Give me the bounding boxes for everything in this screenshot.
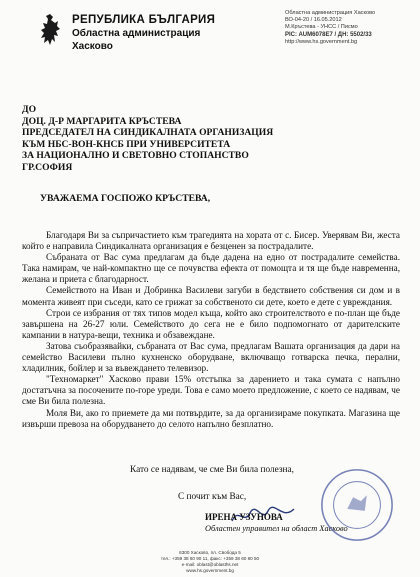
institution-header xyxy=(72,14,215,53)
recipient-line: ПРЕДСЕДАТЕЛ НА СИНДИКАЛНАТА ОРГАНИЗАЦИЯ xyxy=(22,127,274,139)
administration-name: Областна администрация xyxy=(72,28,201,39)
salutation: УВАЖАЕМА ГОСПОЖО КРЪСТЕВА, xyxy=(40,193,211,204)
paragraph: Строи се избрания от тях типов модел къща, който ако строителството е по-план ще бъде завършена на 26-27 юли. Семейството до сега не е било подпомогнато от дарителските кампании в натура-вещи, техника и обзавеждане. xyxy=(22,307,400,340)
official-stamp xyxy=(318,466,396,544)
registration-code: PIC: AUM6078E7 / ДН: 5502/33 xyxy=(285,31,372,38)
registration-stamp xyxy=(285,10,395,46)
registration-number: ВО-04-20 / 16.05.2012 xyxy=(285,17,342,24)
recipient-line: ДОЦ. Д-Р МАРГАРИТА КРЪСТЕВА xyxy=(22,115,182,127)
letter-body xyxy=(22,230,400,430)
paragraph: Семейството на Иван и Добринка Василеви загуби в бедствието собствения си дом и в момента живеят при съседи, като се грижат за собственото си дете, което е дете с увреждания. xyxy=(22,285,400,307)
footer-address: 6300 Хасково, пл. Свобода 5 xyxy=(179,550,241,555)
footer-contacts xyxy=(0,550,420,574)
footer-email: e-mail: oblast@oblasths.net xyxy=(181,562,239,567)
paragraph: Моля Ви, ако го приемете да ми потвърдите, за да организираме покупката. Магазина ще извърши превоза на оборудването до селото напълно безплатно. xyxy=(22,407,400,429)
republic-title: РЕПУБЛИКА БЪЛГАРИЯ xyxy=(72,14,216,26)
recipient-line: КЪМ НБС-ВОН-КНСБ ПРИ УНИВЕРСИТЕТА xyxy=(22,138,231,150)
recipient-line: ДО xyxy=(22,104,37,115)
recipient-line: ЗА НАЦИОНАЛНО И СВЕТОВНО СТОПАНСТВО xyxy=(22,150,249,162)
paragraph: Събраната от Вас сума предлагам да бъде дадена на едно от пострадалите семейства. Така намирам, че най-компактно ще се почувства ефекта от помощта и тя ще бъде навременна, желана и приета с благодарност. xyxy=(22,252,400,285)
footer-website: www.hs.government.bg xyxy=(186,568,234,573)
signer-name: ИРЕНА УЗУНОВА xyxy=(205,512,283,522)
recipient-block xyxy=(22,104,273,174)
registration-line: Областна администрация Хасково xyxy=(285,10,376,16)
signer-title: Областен управител на област Хасково xyxy=(205,524,348,533)
coat-of-arms-lion-icon xyxy=(36,12,66,52)
paragraph: Благодаря Ви за съпричастието към трагедията на хората от с. Бисер. Уверявам Ви, жеста който е направила Синдикалната организация е безценен за пострадалите. xyxy=(22,230,400,252)
footer-phone: тел.: +359 38 60 90 11, факс: +359 38 60 80 50 xyxy=(160,556,260,561)
paragraph: "Техномаркет" Хасково прави 15% отстъпка за дарението и така сумата с напълно достатъчна за посочените по-горе уреди. Това е само моето предложение, с което се надявам, че сме Ви била полезна. xyxy=(22,374,400,407)
city-name: Хасково xyxy=(72,41,113,52)
registration-url: http://www.hs.government.bg xyxy=(285,38,358,45)
regards-line: С почит към Вас, xyxy=(178,492,247,502)
registration-line: М.Кръстева - УНСС / Писмо xyxy=(285,24,358,31)
recipient-line: ГР.СОФИЯ xyxy=(22,161,73,173)
closing-line: Като се надявам, че сме Ви била полезна, xyxy=(130,465,294,475)
paragraph: Затова съобразявайки, събраната от Вас сума, предлагам Вашата организация да дари на семейство Василеви пълно кухненско оборудване, включващо готварска печка, перални, хладилник, бойлер и за въвеждането телевизор. xyxy=(22,340,400,374)
